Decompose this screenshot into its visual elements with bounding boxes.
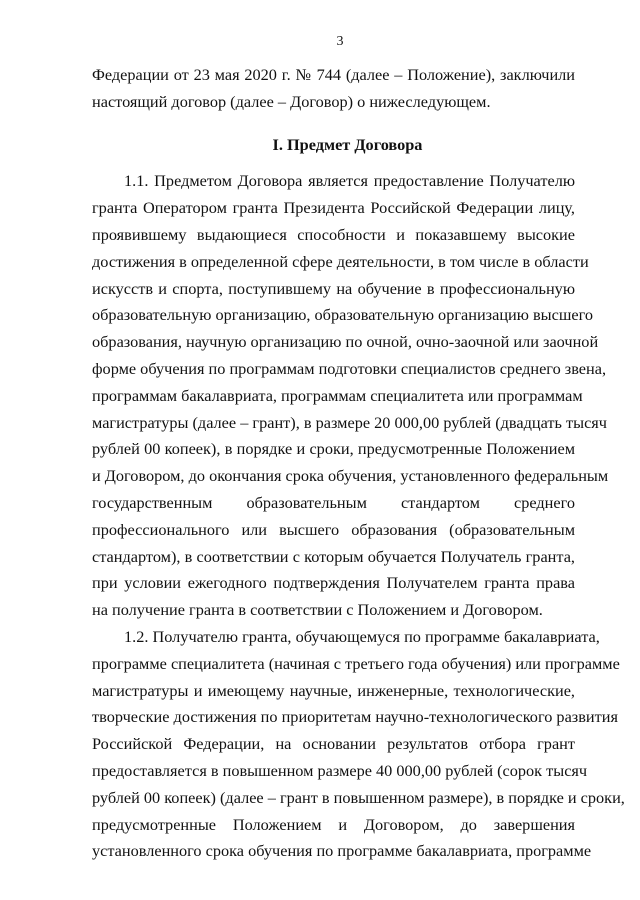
text-line: при условии ежегодного подтверждения Получателем гранта права <box>92 573 575 593</box>
text-line: достижения в определенной сфере деятельности, в том числе в области <box>92 251 589 271</box>
text-line: программам бакалавриата, программам специалитета или программам <box>92 385 583 405</box>
paragraph-1-2 <box>92 624 625 865</box>
text-line: стандартом), в соответствии с которым обучается Получатель гранта, <box>92 546 575 566</box>
page-number: 3 <box>336 34 344 49</box>
text-line: профессионального или высшего образования (образовательным <box>92 519 575 539</box>
text-line: гранта Оператором гранта Президента Российской Федерации лицу, <box>92 198 575 218</box>
text-line: предусмотренные Положением и Договором, до завершения <box>92 814 575 834</box>
text-line: программе специалитета (начиная с третьего года обучения) или программе <box>92 653 620 673</box>
text-line: рублей 00 копеек) (далее – грант в повышенном размере), в порядке и сроки, <box>92 787 625 807</box>
text-line: магистратуры и имеющему научные, инженерные, технологические, <box>92 680 575 700</box>
text-line: на получение гранта в соответствии с Положением и Договором. <box>92 600 543 620</box>
text-line: Российской Федерации, на основании результатов отбора грант <box>92 734 575 754</box>
section-heading: I. Предмет Договора <box>272 134 423 154</box>
text-line: проявившему выдающиеся способности и показавшему высокие <box>92 224 575 244</box>
text-line: 1.2. Получателю гранта, обучающемуся по программе бакалавриата, <box>124 626 600 646</box>
text-line: 1.1. Предметом Договора является предоставление Получателю <box>124 171 575 191</box>
text-line: рублей 00 копеек), в порядке и сроки, предусмотренные Положением <box>92 439 575 459</box>
document-body <box>92 62 625 865</box>
text-line: образования, научную организацию по очной, очно-заочной или заочной <box>92 332 599 352</box>
text-line: искусств и спорта, поступившему на обучение в профессиональную <box>92 278 575 298</box>
text-line: творческие достижения по приоритетам научно-технологического развития <box>92 707 618 727</box>
text-line: образовательную организацию, образовательную организацию высшего <box>92 305 594 325</box>
paragraph-1-1 <box>92 168 609 624</box>
text-line: форме обучения по программам подготовки специалистов среднего звена, <box>92 358 607 378</box>
intro-paragraph <box>92 62 575 116</box>
text-line: магистратуры (далее – грант), в размере 20 000,00 рублей (двадцать тысяч <box>92 412 607 432</box>
text-line: и Договором, до окончания срока обучения, установленного федеральным <box>92 466 609 486</box>
text-line: предоставляется в повышенном размере 40 000,00 рублей (сорок тысяч <box>92 760 588 780</box>
text-line: установленного срока обучения по программе бакалавриата, программе <box>92 841 592 861</box>
text-line: Федерации от 23 мая 2020 г. № 744 (далее – Положение), заключили <box>92 65 575 84</box>
text-line: настоящий договор (далее – Договор) о нижеследующем. <box>92 91 491 111</box>
text-line: государственным образовательным стандартом среднего <box>92 492 575 512</box>
